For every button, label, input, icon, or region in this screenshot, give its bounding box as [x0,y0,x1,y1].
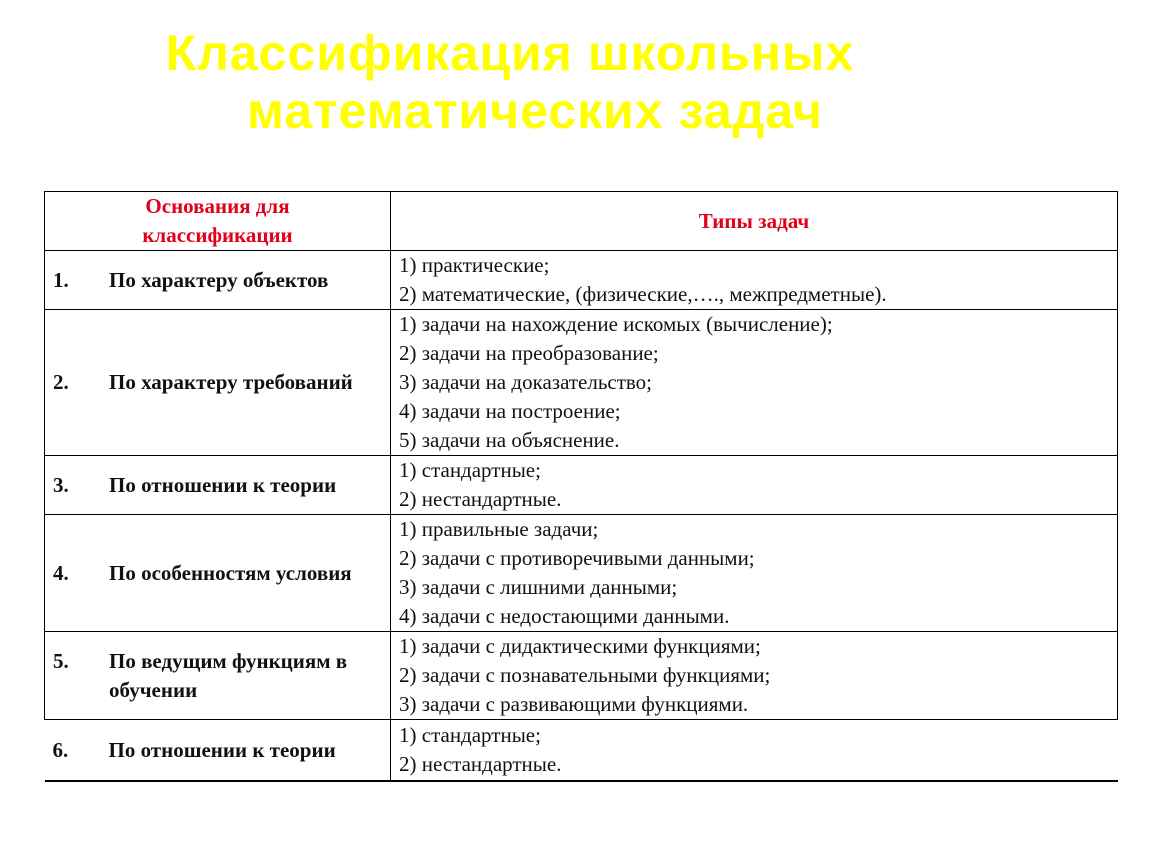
header-types: Типы задач [391,192,1118,251]
list-item: 1) задачи с дидактическими функциями; [399,634,761,658]
basis-text: По ведущим функциям в обучении [109,648,348,702]
list-item: 3) задачи на доказательство; [399,370,653,394]
header-basis: Основания для классификации [45,192,391,251]
basis-text: По отношении к теории [109,472,337,497]
slide-title [0,24,1020,140]
list-item: 1) стандартные; [399,458,541,482]
list-item: 2) задачи на преобразование; [399,341,659,365]
basis-cell [45,310,391,456]
list-item: 4) задачи на построение; [399,399,621,423]
list-item: 3) задачи с развивающими функциями. [399,692,749,716]
table-row [45,310,1118,456]
row-number: 2. [53,370,69,394]
table-header-row [45,192,1118,251]
basis-text: По отношении к теории [108,737,336,762]
table-row [45,720,1118,782]
list-item: 1) практические; [399,253,550,277]
types-list [399,310,1109,455]
basis-cell [45,515,391,632]
list-item: 2) математические, (физические,…., межпредметные). [399,282,887,306]
basis-cell [45,456,391,515]
table-row [45,456,1118,515]
table-row [45,632,1118,720]
basis-cell [45,632,391,720]
basis-text: По особенностям условия [109,560,352,585]
basis-cell [45,720,391,782]
list-item: 2) нестандартные. [399,752,562,776]
types-cell [391,251,1118,310]
types-cell [391,720,1118,782]
basis-cell [45,251,391,310]
row-number: 6. [52,737,69,762]
list-item: 1) стандартные; [399,723,541,747]
types-list [399,721,1110,779]
classification-table [44,191,1118,782]
row-number: 1. [53,267,69,292]
table-row [45,251,1118,310]
types-list [399,515,1109,631]
list-item: 2) задачи с познавательными функциями; [399,663,771,687]
list-item: 4) задачи с недостающими данными. [399,604,730,628]
list-item: 2) задачи с противоречивыми данными; [399,546,755,570]
slide-title-line-2: математических задач [247,83,823,139]
row-number: 5. [53,648,69,673]
types-cell [391,515,1118,632]
types-list [399,456,1109,514]
slide-title-line-1: Классификация школьных [165,25,855,81]
basis-text: По характеру требований [109,370,353,394]
row-number: 3. [53,472,69,497]
list-item: 1) задачи на нахождение искомых (вычисление); [399,312,833,336]
list-item: 2) нестандартные. [399,487,562,511]
list-item: 3) задачи с лишними данными; [399,575,678,599]
types-list [399,251,1109,309]
table-row [45,515,1118,632]
types-cell [391,310,1118,456]
list-item: 1) правильные задачи; [399,517,599,541]
list-item: 5) задачи на объяснение. [399,428,620,452]
row-number: 4. [53,560,69,585]
basis-text: По характеру объектов [109,267,329,292]
types-cell [391,456,1118,515]
types-list [399,632,1109,719]
types-cell [391,632,1118,720]
